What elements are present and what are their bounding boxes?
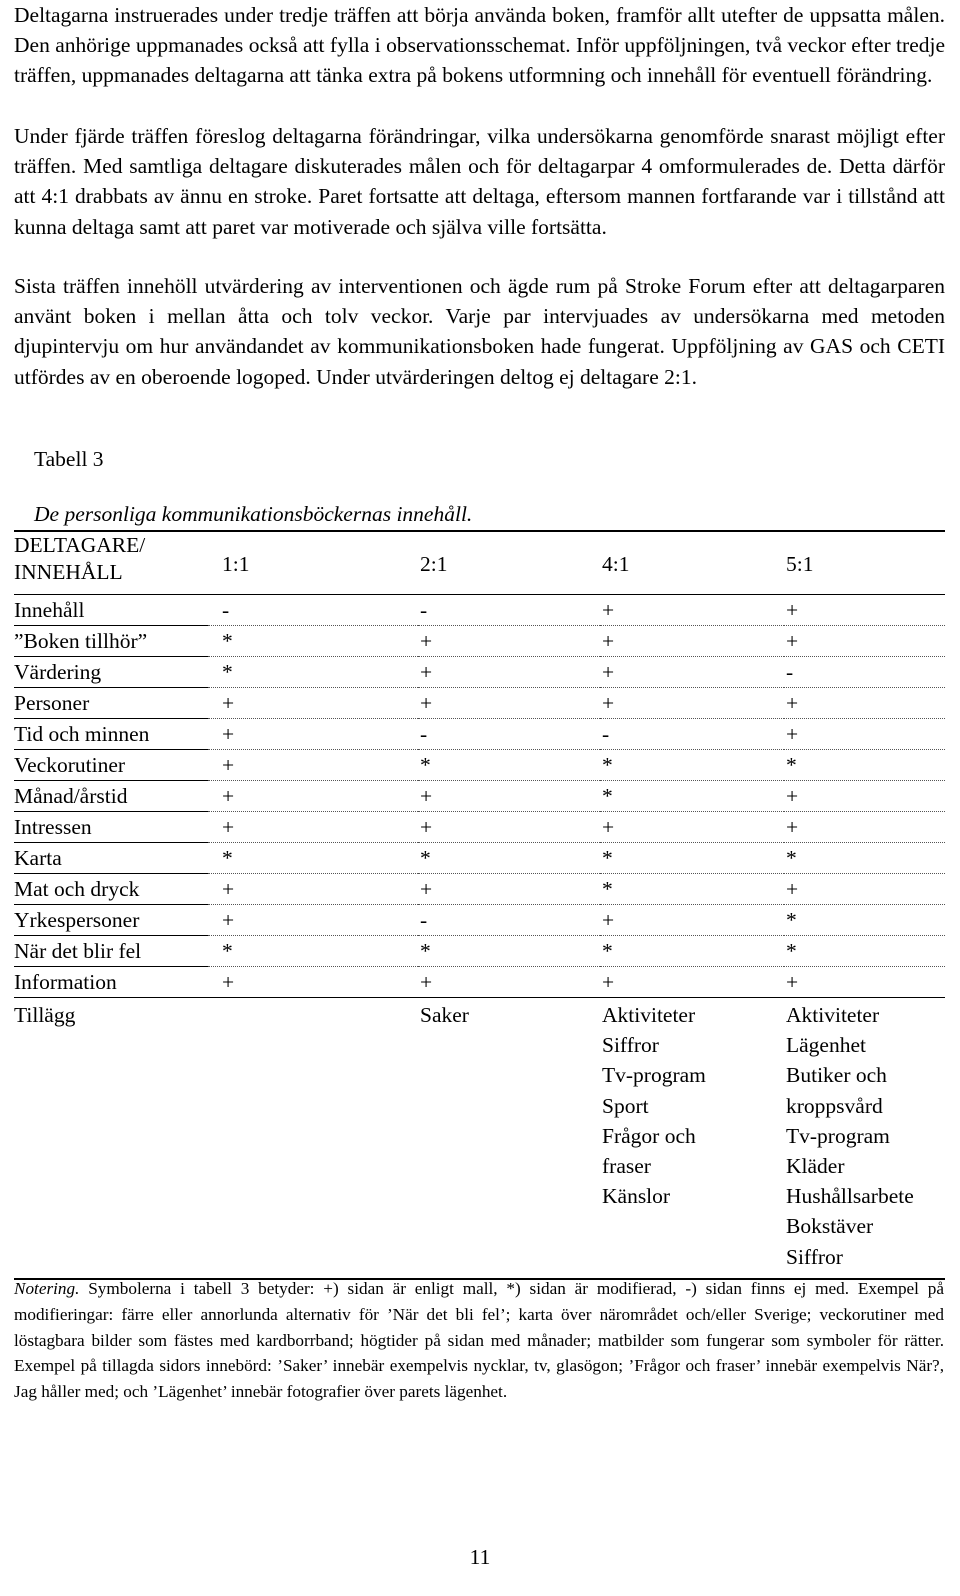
table-cell: + (208, 812, 418, 843)
note-text: Symbolerna i tabell 3 betyder: +) sidan är enligt mall, *) sidan är modifierad, -) sidan finns ej med. Exempel på modifieringar: färre eller annorlunda alternativ för ’När det bli fel’; karta över närområdet och/eller Sverige; veckorutiner med löstagbara bilder som fästes med kardborrband; högtider på sidan med månader; matbilder som fungerar som symboler för rätter. Exempel på tillagda sidors innebörd: ’Saker’ innebär exempelvis nycklar, tv, glasögon; ’Frågor och fraser’ innebär exempelvis När?, Jag håller med; och ’Lägenhet’ innebär fotografier över parets lägenhet. (14, 1279, 944, 1402)
table-cell: + (418, 688, 600, 719)
table-cell: - (600, 719, 784, 750)
row-label: Information (14, 967, 208, 998)
table-cell: + (208, 905, 418, 936)
addition-item: Aktiviteter (602, 1003, 696, 1027)
addition-list (786, 1000, 945, 1272)
table-row (14, 874, 945, 905)
table-cell: - (784, 657, 945, 688)
row-label: Veckorutiner (14, 750, 208, 781)
body-paragraph (14, 0, 945, 91)
addition-item: Frågor och (602, 1123, 696, 1148)
table-cell: - (418, 905, 600, 936)
paragraph-text: Under fjärde träffen föreslog deltagarna förändringar, vilka undersökarna genomförde snarast möjligt efter träffen. Med samtliga deltagare diskuterades målen och för deltagarpar 4 omformulerades de. Detta därför att 4:1 drabbats av ännu en stroke. Paret fortsatte att deltaga, eftersom mannen fortfarande var i tillstånd att kunna deltaga samt att paret var motiverade och själva ville fortsätta. (14, 124, 945, 239)
addition-item: Känslor (602, 1184, 671, 1209)
addition-item: Kläder (786, 1154, 845, 1179)
table-cell: + (418, 812, 600, 843)
table-cell: + (784, 967, 945, 998)
table-cell: + (418, 781, 600, 812)
addition-item: Saker (420, 1003, 469, 1027)
table-cell: + (418, 626, 600, 657)
table-cell: + (600, 905, 784, 936)
table-row (14, 812, 945, 843)
addition-item: Tv-program (602, 1063, 706, 1088)
note-label: Notering. (14, 1279, 80, 1298)
table-row (14, 781, 945, 812)
table-cell: * (784, 936, 945, 967)
addition-item: Sport (602, 1093, 649, 1118)
addition-item: kroppsvård (786, 1093, 883, 1118)
table-cell: * (600, 843, 784, 874)
row-label: Tillägg (14, 998, 208, 1279)
table-cell: + (208, 719, 418, 750)
row-label: Intressen (14, 812, 208, 843)
row-label: Personer (14, 688, 208, 719)
column-header: 5:1 (784, 531, 945, 595)
table-cell: * (600, 874, 784, 905)
table-row (14, 843, 945, 874)
page-number: 11 (469, 1545, 491, 1569)
table-cell: * (208, 657, 418, 688)
table-row (14, 626, 945, 657)
column-header: 2:1 (418, 531, 600, 595)
table-cell: + (784, 874, 945, 905)
table-number: Tabell 3 (34, 447, 104, 471)
addition-item: Lägenhet (786, 1033, 866, 1058)
table-cell: + (784, 688, 945, 719)
table-cell: * (208, 936, 418, 967)
table-cell: * (600, 781, 784, 812)
table-cell: + (784, 719, 945, 750)
content-table (14, 530, 945, 1280)
addition-item: Hushållsarbete (786, 1184, 914, 1209)
row-label: Värdering (14, 657, 208, 688)
table-cell: + (208, 874, 418, 905)
table-row (14, 750, 945, 781)
header-label-line: INNEHÅLL (14, 560, 123, 584)
table-row (14, 688, 945, 719)
table-cell: + (418, 874, 600, 905)
row-label: ”Boken tillhör” (14, 626, 208, 657)
addition-item: Aktiviteter (786, 1003, 880, 1027)
addition-item: fraser (602, 1154, 651, 1179)
table-header-row (14, 531, 945, 595)
table-row (14, 595, 945, 626)
column-header: 1:1 (208, 531, 418, 595)
table-cell: + (600, 657, 784, 688)
table-cell (418, 998, 600, 1279)
table-cell: + (784, 595, 945, 626)
addition-item: Siffror (602, 1033, 659, 1058)
table-cell: - (208, 595, 418, 626)
table-cell: - (418, 595, 600, 626)
table-row (14, 905, 945, 936)
table-row (14, 719, 945, 750)
paragraph-text: Deltagarna instruerades under tredje träffen att börja använda boken, framför allt utefter de uppsatta målen. Den anhörige uppmanades också att fylla i observationsschemat. Inför uppföljningen, två veckor efter tredje träffen, uppmanades deltagarna att tänka extra på bokens utformning och innehåll för eventuell förändring. (14, 3, 945, 88)
addition-item: Bokstäver (786, 1214, 874, 1239)
table-row (14, 967, 945, 998)
table-cell: * (418, 936, 600, 967)
table-row (14, 657, 945, 688)
row-label: Månad/årstid (14, 781, 208, 812)
content-table-container (14, 530, 945, 1280)
table-cell: + (784, 781, 945, 812)
table-cell: * (208, 843, 418, 874)
row-label: Tid och minnen (14, 719, 208, 750)
addition-item: Tv-program (786, 1123, 890, 1148)
table-cell: + (784, 626, 945, 657)
table-cell: + (208, 967, 418, 998)
body-paragraph (14, 121, 945, 242)
table-cell: * (418, 750, 600, 781)
table-cell: * (784, 750, 945, 781)
addition-list (602, 1000, 784, 1211)
table-cell: + (208, 781, 418, 812)
row-label: När det blir fel (14, 936, 208, 967)
row-label: Yrkespersoner (14, 905, 208, 936)
table-cell: + (418, 657, 600, 688)
table-cell: * (784, 843, 945, 874)
column-header: 4:1 (600, 531, 784, 595)
body-paragraph (14, 271, 945, 392)
table-cell (600, 998, 784, 1279)
addition-item: Butiker och (786, 1063, 887, 1088)
addition-item: Siffror (786, 1244, 843, 1269)
header-label-line: DELTAGARE/ (14, 533, 146, 557)
table-cell (784, 998, 945, 1279)
table-cell: + (600, 967, 784, 998)
table-cell: + (208, 688, 418, 719)
header-row-label (14, 531, 208, 595)
table-cell: * (600, 936, 784, 967)
table-cell: * (418, 843, 600, 874)
table-cell: + (418, 967, 600, 998)
row-label: Mat och dryck (14, 874, 208, 905)
table-row (14, 936, 945, 967)
table-title: De personliga kommunikationsböckernas innehåll. (34, 502, 473, 526)
row-label: Innehåll (14, 595, 208, 626)
table-cell: + (600, 595, 784, 626)
table-cell: + (600, 626, 784, 657)
table-cell (208, 998, 418, 1279)
table-cell: * (784, 905, 945, 936)
table-cell: * (208, 626, 418, 657)
table-cell: + (600, 688, 784, 719)
table-cell: + (208, 750, 418, 781)
table-cell: + (600, 812, 784, 843)
paragraph-text: Sista träffen innehöll utvärdering av interventionen och ägde rum på Stroke Forum efter att deltagarparen använt boken i mellan åtta och tolv veckor. Varje par intervjuades av undersökarna med metoden djupintervju om hur användandet av kommunikationsboken hade fungerat. Uppföljning av GAS och CETI utfördes av en oberoende logoped. Under utvärderingen deltog ej deltagare 2:1. (14, 274, 945, 389)
addition-list (420, 1000, 600, 1030)
row-label: Karta (14, 843, 208, 874)
table-row-additions (14, 998, 945, 1279)
table-cell: - (418, 719, 600, 750)
table-note (14, 1276, 944, 1405)
table-cell: * (600, 750, 784, 781)
table-cell: + (784, 812, 945, 843)
